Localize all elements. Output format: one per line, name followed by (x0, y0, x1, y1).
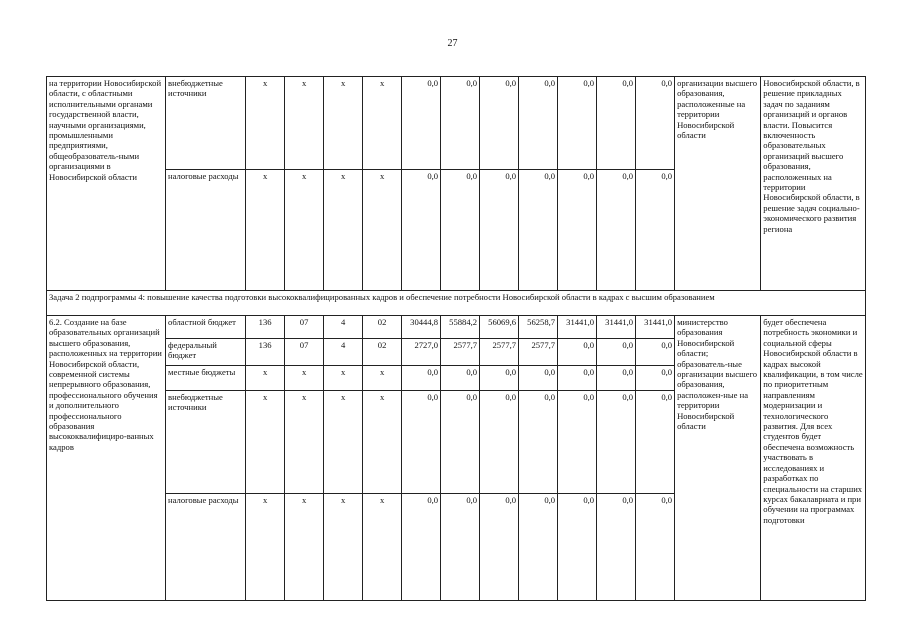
amount-cell: 0,0 (402, 391, 441, 494)
amount-cell: 0,0 (519, 391, 558, 494)
amount-cell: 0,0 (597, 366, 636, 391)
budget-code: х (363, 366, 402, 391)
funding-row (47, 316, 866, 339)
budget-code: 07 (285, 339, 324, 366)
funding-source: областной бюджет (166, 316, 246, 339)
amount-cell: 0,0 (441, 366, 480, 391)
budget-code: 136 (246, 316, 285, 339)
funding-source: внебюджетные источники (166, 77, 246, 170)
amount-cell: 2577,7 (441, 339, 480, 366)
funding-source: местные бюджеты (166, 366, 246, 391)
program-measures-table (46, 76, 866, 601)
amount-cell: 0,0 (558, 170, 597, 291)
measure-name: на территории Новосибирской области, с областными исполнительными органами государственной власти, научными организациями, промышленными предприятиями, общеобразователь-ными организациями в Новосибирской области (47, 77, 166, 291)
budget-code: 02 (363, 316, 402, 339)
amount-cell: 0,0 (519, 77, 558, 170)
budget-code: х (324, 366, 363, 391)
amount-cell: 2727,0 (402, 339, 441, 366)
expected-result: будет обеспечена потребность экономики и социальной сферы Новосибирской области в кадрах высокой квалификации, в том числе по приоритетным направлениям модернизации и технологического развития. Для всех студентов будет обеспечена возможность участвовать в исследованиях и разработках по специальности на старших курсах бакалавриата и при обучении на программах подготовки (761, 316, 866, 601)
funding-source: федеральный бюджет (166, 339, 246, 366)
budget-code: х (363, 494, 402, 601)
budget-code: 02 (363, 339, 402, 366)
budget-code: х (324, 170, 363, 291)
amount-cell: 0,0 (402, 170, 441, 291)
budget-code: 4 (324, 339, 363, 366)
budget-code: х (246, 77, 285, 170)
amount-cell: 0,0 (519, 366, 558, 391)
budget-code: х (285, 494, 324, 601)
amount-cell: 0,0 (480, 77, 519, 170)
budget-code: х (363, 391, 402, 494)
budget-code: х (246, 391, 285, 494)
amount-cell: 55884,2 (441, 316, 480, 339)
budget-code: 4 (324, 316, 363, 339)
budget-code: х (246, 366, 285, 391)
amount-cell: 0,0 (636, 170, 675, 291)
amount-cell: 0,0 (597, 494, 636, 601)
amount-cell: 0,0 (636, 391, 675, 494)
amount-cell: 0,0 (636, 494, 675, 601)
amount-cell: 0,0 (441, 77, 480, 170)
amount-cell: 0,0 (402, 366, 441, 391)
amount-cell: 0,0 (558, 77, 597, 170)
amount-cell: 31441,0 (558, 316, 597, 339)
amount-cell: 2577,7 (480, 339, 519, 366)
budget-code: 136 (246, 339, 285, 366)
amount-cell: 0,0 (480, 366, 519, 391)
funding-source: налоговые расходы (166, 170, 246, 291)
amount-cell: 0,0 (519, 494, 558, 601)
budget-code: х (285, 391, 324, 494)
amount-cell: 0,0 (558, 339, 597, 366)
task-heading-row (47, 291, 866, 316)
budget-code: х (324, 77, 363, 170)
amount-cell: 0,0 (597, 77, 636, 170)
amount-cell: 0,0 (480, 494, 519, 601)
expected-result: Новосибирской области, в решение прикладных задач по заданиям организаций и органов власти. Повысится включенность образовательных организаций высшего образования, расположенных на территории Новосибирской области, в решение задач социально-экономического развития региона (761, 77, 866, 291)
amount-cell: 31441,0 (597, 316, 636, 339)
amount-cell: 0,0 (558, 494, 597, 601)
budget-code: х (363, 170, 402, 291)
amount-cell: 0,0 (636, 77, 675, 170)
amount-cell: 0,0 (480, 391, 519, 494)
amount-cell: 0,0 (597, 391, 636, 494)
amount-cell: 0,0 (519, 170, 558, 291)
budget-code: х (246, 170, 285, 291)
amount-cell: 0,0 (558, 391, 597, 494)
amount-cell: 0,0 (441, 494, 480, 601)
budget-code: х (363, 77, 402, 170)
amount-cell: 0,0 (441, 391, 480, 494)
budget-code: 07 (285, 316, 324, 339)
executor: организации высшего образования, расположенные на территории Новосибирской области (675, 77, 761, 291)
amount-cell: 56069,6 (480, 316, 519, 339)
amount-cell: 0,0 (597, 170, 636, 291)
executor: министерство образования Новосибирской области; образователь-ные организации высшего образования, расположен-ные на территории Новосибирской области (675, 316, 761, 601)
amount-cell: 0,0 (597, 339, 636, 366)
amount-cell: 0,0 (480, 170, 519, 291)
funding-source: внебюджетные источники (166, 391, 246, 494)
budget-code: х (285, 77, 324, 170)
budget-code: х (324, 494, 363, 601)
amount-cell: 0,0 (636, 366, 675, 391)
budget-code: х (285, 170, 324, 291)
amount-cell: 0,0 (441, 170, 480, 291)
funding-source: налоговые расходы (166, 494, 246, 601)
budget-code: х (324, 391, 363, 494)
amount-cell: 56258,7 (519, 316, 558, 339)
page-number: 27 (447, 38, 458, 49)
amount-cell: 0,0 (402, 494, 441, 601)
amount-cell: 30444,8 (402, 316, 441, 339)
measure-name: 6.2. Создание на базе образовательных организаций высшего образования, расположенных на территории Новосибирской области, современной системы непрерывного образования, профессионального обучения и дополнительного профессионального образования высококвалифициро-ванных кадров (47, 316, 166, 601)
budget-code: х (285, 366, 324, 391)
amount-cell: 0,0 (402, 77, 441, 170)
funding-row (47, 77, 866, 170)
budget-code: х (246, 494, 285, 601)
task-heading: Задача 2 подпрограммы 4: повышение качества подготовки высококвалифицированных кадров и обеспечение потребности Новосибирской области в кадрах с высшим образованием (47, 291, 866, 316)
amount-cell: 0,0 (558, 366, 597, 391)
amount-cell: 0,0 (636, 339, 675, 366)
amount-cell: 31441,0 (636, 316, 675, 339)
amount-cell: 2577,7 (519, 339, 558, 366)
